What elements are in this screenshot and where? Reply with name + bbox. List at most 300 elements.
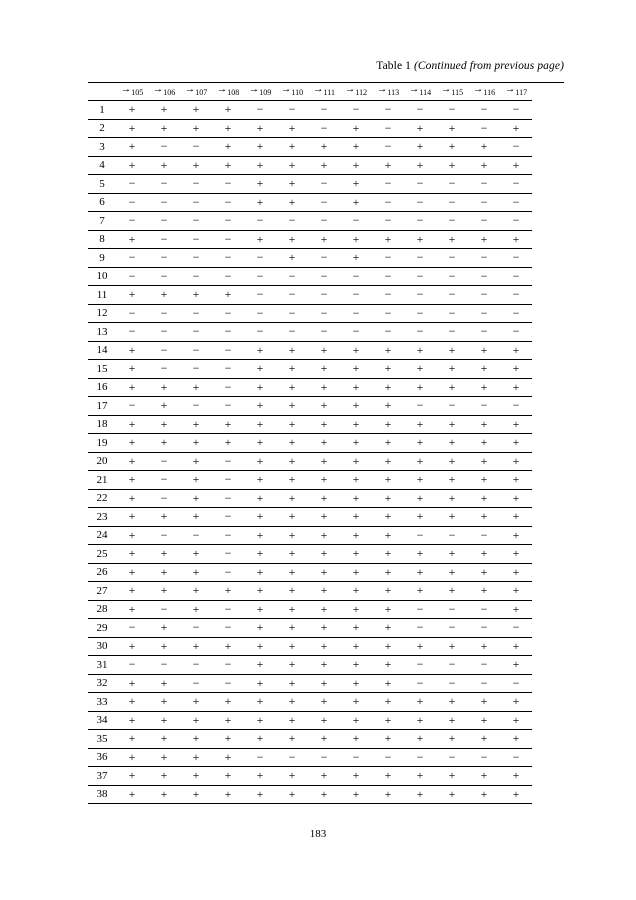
table-cell: + [372,545,404,564]
table-cell: − [340,267,372,286]
table-cell: + [468,434,500,453]
table-cell: + [180,378,212,397]
table-cell: + [500,711,532,730]
table-cell: − [116,249,148,268]
table-cell: − [212,489,244,508]
table-cell: − [308,323,340,342]
table-cell: − [468,249,500,268]
table-cell: + [468,138,500,157]
table-cell: + [244,711,276,730]
table-cell: − [244,249,276,268]
table-row [88,452,532,471]
table-cell: + [500,545,532,564]
table-cell: + [308,341,340,360]
table-cell: + [276,656,308,675]
table-row-label: 19 [88,434,116,453]
table-cell: + [244,119,276,138]
table-cell: + [308,600,340,619]
table-cell: − [436,101,468,120]
table-cell: + [436,138,468,157]
table-cell: + [340,397,372,416]
table-cell: + [340,360,372,379]
table-row [88,674,532,693]
table-row [88,193,532,212]
table-cell: + [308,138,340,157]
table-cell: + [212,156,244,175]
table-cell: + [436,341,468,360]
table-row-label: 1 [88,101,116,120]
table-cell: + [244,785,276,804]
table-cell: + [372,156,404,175]
table-cell: + [436,545,468,564]
table-cell: − [212,193,244,212]
column-number: 109 [259,88,272,98]
table-cell: + [244,637,276,656]
table-cell: + [500,600,532,619]
table-row-label: 25 [88,545,116,564]
table-cell: − [340,101,372,120]
table-cell: + [500,730,532,749]
table-cell: + [308,730,340,749]
table-cell: − [372,193,404,212]
table-cell: + [436,415,468,434]
table-cell: + [340,526,372,545]
table-cell: + [372,674,404,693]
table-row-label: 22 [88,489,116,508]
table-cell: + [372,767,404,786]
table-column-header [244,82,276,101]
table-row [88,545,532,564]
table-cell: + [436,471,468,490]
table-cell: + [468,545,500,564]
table-cell: + [436,230,468,249]
table-cell: − [404,193,436,212]
table-cell: − [468,101,500,120]
table-cell: − [404,619,436,638]
table-cell: + [180,730,212,749]
table-cell: + [244,378,276,397]
table-cell: + [500,378,532,397]
table-cell: + [180,508,212,527]
table-cell: − [436,526,468,545]
table-column-header [116,82,148,101]
column-number: 107 [195,88,208,98]
table-cell: + [436,508,468,527]
arrow-icon: $\to_{114}$ [408,83,432,98]
table-cell: − [180,212,212,231]
table-cell: + [340,434,372,453]
table-cell: + [436,489,468,508]
table-cell: + [212,138,244,157]
table-cell: − [180,341,212,360]
table-cell: + [116,563,148,582]
table-cell: − [404,323,436,342]
table-cell: + [148,748,180,767]
table-cell: − [340,212,372,231]
table-cell: + [340,452,372,471]
table-cell: + [340,767,372,786]
table-cell: + [308,619,340,638]
table-cell: + [148,563,180,582]
table-cell: + [244,619,276,638]
table-row-label: 11 [88,286,116,305]
table-cell: + [276,545,308,564]
table-row [88,434,532,453]
table-cell: + [500,230,532,249]
table-cell: + [436,156,468,175]
table-cell: − [404,249,436,268]
table-cell: + [308,452,340,471]
table-cell: − [500,286,532,305]
table-cell: + [180,563,212,582]
table-cell: + [468,767,500,786]
table-cell: + [372,508,404,527]
table-row-label: 37 [88,767,116,786]
table-cell: − [436,619,468,638]
table-cell: + [116,600,148,619]
table-cell: + [180,767,212,786]
table-cell: + [180,101,212,120]
table-cell: − [276,323,308,342]
table-cell: + [308,471,340,490]
table-cell: − [116,397,148,416]
table-cell: + [308,785,340,804]
table-row-label: 28 [88,600,116,619]
column-number: 117 [515,88,528,98]
table-cell: − [500,397,532,416]
table-cell: + [340,341,372,360]
table-cell: + [276,119,308,138]
table-cell: − [500,212,532,231]
table-row-label: 2 [88,119,116,138]
table-cell: + [276,138,308,157]
table-cell: + [372,230,404,249]
table-cell: + [148,619,180,638]
table-cell: + [180,693,212,712]
table-cell: + [244,193,276,212]
table-cell: + [276,563,308,582]
table-row-label: 6 [88,193,116,212]
table-cell: − [244,323,276,342]
table-cell: + [276,526,308,545]
table-cell: + [116,767,148,786]
table-row-label: 8 [88,230,116,249]
table-cell: + [500,489,532,508]
table-cell: + [404,730,436,749]
table-row [88,249,532,268]
table-cell: + [436,637,468,656]
table-cell: − [116,656,148,675]
table-cell: + [500,360,532,379]
table-cell: − [276,212,308,231]
table-cell: + [436,767,468,786]
table-row [88,323,532,342]
table-cell: − [116,323,148,342]
table-cell: + [404,341,436,360]
table-cell: + [276,434,308,453]
table-row [88,730,532,749]
table-cell: − [468,175,500,194]
table-cell: + [340,730,372,749]
table-cell: + [148,378,180,397]
table-cell: + [116,156,148,175]
table-cell: + [308,637,340,656]
column-number: 116 [483,88,496,98]
table-cell: − [500,748,532,767]
table-cell: + [212,582,244,601]
table-row-label: 16 [88,378,116,397]
column-number: 115 [451,88,464,98]
table-cell: + [148,674,180,693]
table-cell: + [372,785,404,804]
table-cell: − [404,600,436,619]
table-cell: + [468,378,500,397]
arrow-icon: $\to_{108}$ [216,83,240,98]
arrow-icon: $\to_{106}$ [152,83,176,98]
table-row-label: 24 [88,526,116,545]
table-row [88,600,532,619]
table-cell: − [212,563,244,582]
table-cell: − [180,397,212,416]
table-cell: − [468,656,500,675]
table-cell: − [148,304,180,323]
table-cell: − [372,304,404,323]
arrow-icon: $\to_{113}$ [376,83,400,98]
column-number: 113 [387,88,400,98]
table-cell: + [116,341,148,360]
table-row [88,267,532,286]
table-cell: + [404,360,436,379]
table-cell: + [436,582,468,601]
table-cell: + [372,397,404,416]
table-row-label: 14 [88,341,116,360]
table-cell: + [276,378,308,397]
table-row [88,378,532,397]
table-cell: + [500,785,532,804]
table-cell: + [244,175,276,194]
table-cell: − [148,656,180,675]
table-cell: − [148,267,180,286]
table-cell: + [340,175,372,194]
table-cell: + [180,785,212,804]
table-cell: + [180,637,212,656]
table-cell: + [116,378,148,397]
table-cell: − [308,101,340,120]
table-cell: − [500,101,532,120]
table-cell: − [500,619,532,638]
table-cell: − [180,138,212,157]
table-cell: + [148,785,180,804]
table-cell: − [212,471,244,490]
table-cell: + [372,582,404,601]
table-cell: + [308,711,340,730]
table-cell: + [404,471,436,490]
table-cell: + [276,193,308,212]
table-cell: + [340,693,372,712]
table-row [88,341,532,360]
table-cell: + [148,637,180,656]
table-cell: − [436,600,468,619]
table-cell: + [116,101,148,120]
table-cell: + [244,730,276,749]
table-cell: + [308,526,340,545]
table-cell: + [500,582,532,601]
table-row-label: 36 [88,748,116,767]
table-cell: − [436,304,468,323]
table-cell: − [308,304,340,323]
table-column-header [340,82,372,101]
table-cell: + [244,434,276,453]
table-cell: + [276,693,308,712]
table-cell: + [340,471,372,490]
table-row-label: 34 [88,711,116,730]
table-cell: + [468,730,500,749]
table-cell: + [340,545,372,564]
table-cell: + [340,489,372,508]
table-cell: − [212,378,244,397]
table-row [88,415,532,434]
table-cell: + [116,545,148,564]
table-cell: + [116,415,148,434]
table-cell: − [276,748,308,767]
table-row-label: 10 [88,267,116,286]
table-cell: − [116,267,148,286]
table-cell: + [500,526,532,545]
table-cell: + [500,341,532,360]
table-cell: − [500,138,532,157]
table-cell: + [212,434,244,453]
table-cell: + [244,489,276,508]
table-cell: − [148,230,180,249]
table-cell: − [500,323,532,342]
table-cell: + [212,767,244,786]
table-cell: + [308,582,340,601]
table-cell: − [404,674,436,693]
table-cell: − [372,175,404,194]
table-cell: − [212,619,244,638]
table-cell: + [276,600,308,619]
table-cell: + [276,619,308,638]
table-cell: − [500,674,532,693]
table-cell: + [244,526,276,545]
table-cell: + [276,341,308,360]
table-cell: − [212,175,244,194]
table-row-label: 21 [88,471,116,490]
table-row [88,693,532,712]
table-column-header [180,82,212,101]
table-cell: + [244,452,276,471]
table-cell: − [308,193,340,212]
table-cell: + [308,156,340,175]
table-row [88,138,532,157]
table-cell: − [404,526,436,545]
table-cell: + [276,711,308,730]
table-row [88,175,532,194]
table-cell: − [148,249,180,268]
table-cell: + [404,582,436,601]
table-cell: − [404,267,436,286]
table-cell: − [212,230,244,249]
table-column-header [500,82,532,101]
table-cell: + [404,693,436,712]
table-cell: + [180,286,212,305]
table-cell: + [468,489,500,508]
table-cell: − [212,674,244,693]
table-cell: + [308,415,340,434]
table-cell: + [116,286,148,305]
table-cell: + [148,286,180,305]
table-cell: − [212,600,244,619]
table-cell: − [148,600,180,619]
table-cell: + [340,193,372,212]
table-cell: − [212,508,244,527]
table-cell: + [468,415,500,434]
table-cell: + [500,452,532,471]
table-cell: + [180,415,212,434]
table-row-label: 7 [88,212,116,231]
table-row-label: 4 [88,156,116,175]
table-cell: − [212,452,244,471]
table-cell: + [372,415,404,434]
table-cell: + [404,434,436,453]
table-cell: + [148,156,180,175]
table-cell: + [404,489,436,508]
table-cell: + [116,748,148,767]
table-cell: − [180,323,212,342]
table-cell: + [500,434,532,453]
table-cell: + [340,600,372,619]
table-cell: + [340,674,372,693]
table-cell: + [500,508,532,527]
table-row-label: 38 [88,785,116,804]
table-cell: + [468,563,500,582]
table-cell: − [436,193,468,212]
table-cell: − [244,101,276,120]
table-row [88,785,532,804]
table-cell: + [340,637,372,656]
table-cell: − [148,526,180,545]
table-row-label: 12 [88,304,116,323]
column-number: 110 [291,88,304,98]
table-cell: + [340,415,372,434]
table-column-header [276,82,308,101]
table-cell: − [180,230,212,249]
table-cell: − [212,267,244,286]
column-number: 112 [355,88,368,98]
table-row-label: 15 [88,360,116,379]
table-cell: + [276,637,308,656]
table-cell: − [212,397,244,416]
table-cell: + [276,582,308,601]
table-row-label: 3 [88,138,116,157]
column-number: 105 [131,88,144,98]
table-cell: + [212,415,244,434]
table-cell: − [212,656,244,675]
table-cell: + [340,249,372,268]
table-cell: + [372,378,404,397]
table-column-header [308,82,340,101]
table-cell: − [308,748,340,767]
table-cell: + [212,637,244,656]
table-cell: − [372,267,404,286]
table-cell: + [308,434,340,453]
table-cell: + [436,785,468,804]
table-cell: + [212,693,244,712]
table-cell: + [180,582,212,601]
column-number: 114 [419,88,432,98]
table-row-label: 26 [88,563,116,582]
table-row [88,230,532,249]
